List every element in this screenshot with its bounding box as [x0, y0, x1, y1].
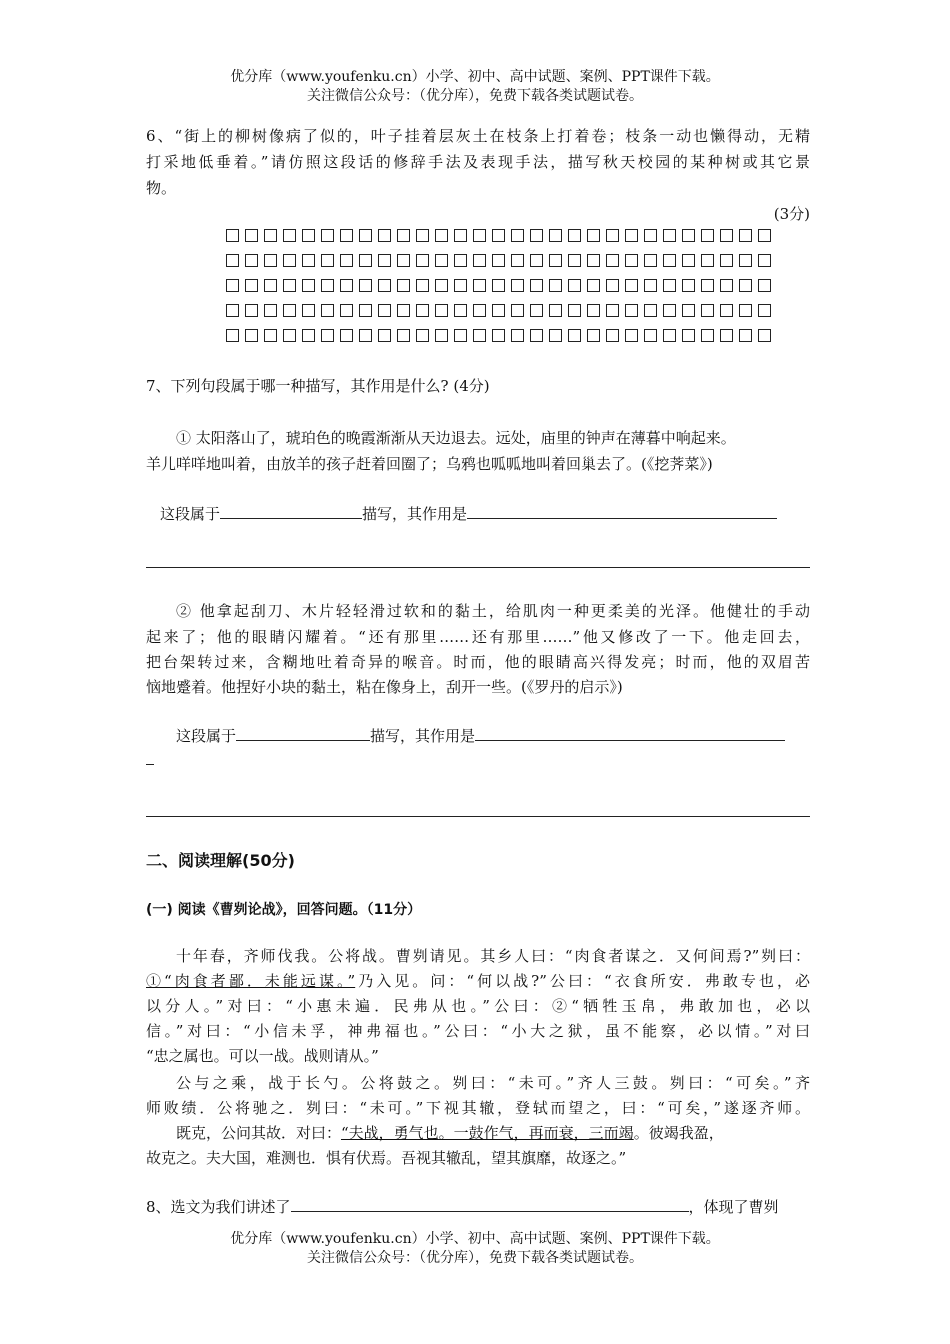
fill2-label-b: 描写，其作用是 [370, 727, 476, 745]
grid-cell[interactable] [701, 329, 714, 342]
grid-cell[interactable] [454, 304, 467, 317]
q8-story-blank[interactable] [291, 1195, 689, 1212]
grid-cell[interactable] [359, 229, 372, 242]
grid-cell[interactable] [587, 279, 600, 292]
passage-line-8-b: 。彼竭我盈， [633, 1124, 724, 1142]
page-header-line-2: 关注微信公众号：（优分库），免费下载各类试题试卷。 [307, 88, 643, 104]
grid-cell[interactable] [701, 304, 714, 317]
passage-line-4: 信。”对曰：“小信未孚，神弗福也。”公曰：“小大之狱，虽不能察，必以情。”对曰 [146, 1022, 810, 1040]
q6-score: (3分) [773, 205, 810, 223]
grid-cell[interactable] [340, 279, 353, 292]
grid-cell[interactable] [359, 329, 372, 342]
grid-cell[interactable] [739, 304, 752, 317]
grid-cell[interactable] [568, 254, 581, 267]
q7-prompt: 7、下列句段属于哪一种描写，其作用是什么? (4分) [146, 377, 490, 395]
q7-passage1-line-1: ① 太阳落山了，琥珀色的晚霞渐渐从天边退去。远处，庙里的钟声在薄暮中响起来。 [176, 429, 736, 447]
answer-line-2[interactable] [146, 816, 810, 817]
grid-cell[interactable] [682, 329, 695, 342]
fill2-type-blank[interactable] [236, 724, 370, 741]
grid-cell[interactable] [663, 254, 676, 267]
grid-cell[interactable] [378, 254, 391, 267]
grid-cell[interactable] [644, 254, 657, 267]
q7-passage2-line-2: 起来了；他的眼睛闪耀着。“还有那里……还有那里……”他又修改了一下。他走回去， [146, 628, 810, 646]
grid-cell[interactable] [492, 229, 505, 242]
grid-cell[interactable] [511, 279, 524, 292]
grid-cell[interactable] [739, 329, 752, 342]
q7-fill-1 [160, 502, 820, 526]
q7-passage1-line-2: 羊儿咩咩地叫着，由放羊的孩子赶着回圈了；乌鸦也呱呱地叫着回巢去了。(《挖荠菜》) [146, 455, 713, 473]
grid-cell[interactable] [416, 304, 429, 317]
grid-cell[interactable] [359, 254, 372, 267]
grid-cell[interactable] [701, 229, 714, 242]
grid-cell[interactable] [568, 279, 581, 292]
grid-cell[interactable] [454, 254, 467, 267]
grid-cell[interactable] [321, 329, 334, 342]
q6-line-2: 打采地低垂着。”请仿照这段话的修辞手法及表现手法，描写秋天校园的某种树或其它景 [146, 153, 810, 171]
passage-line-2-rest: 乃入见。问：“何以战?”公曰：“衣食所安．弗敢专也，必 [355, 972, 810, 990]
grid-cell[interactable] [682, 279, 695, 292]
grid-cell[interactable] [264, 304, 277, 317]
grid-cell[interactable] [720, 304, 733, 317]
grid-cell[interactable] [302, 279, 315, 292]
q6-line-1: 6、“街上的柳树像病了似的，叶子挂着层灰土在枝条上打着卷；枝条一动也懒得动，无精 [146, 127, 810, 145]
grid-cell[interactable] [245, 304, 258, 317]
grid-cell[interactable] [340, 329, 353, 342]
grid-cell[interactable] [587, 254, 600, 267]
fill1-label-b: 描写，其作用是 [362, 505, 468, 523]
q7-passage2-line-3: 把台架转过来，含糊地吐着奇异的喉音。时而，他的眼睛高兴得发亮；时而，他的双眉苦 [146, 653, 810, 671]
grid-cell[interactable] [739, 229, 752, 242]
grid-cell[interactable] [568, 304, 581, 317]
grid-cell[interactable] [625, 329, 638, 342]
grid-cell[interactable] [530, 279, 543, 292]
grid-cell[interactable] [302, 304, 315, 317]
grid-cell[interactable] [397, 254, 410, 267]
q6-line-3: 物。 [146, 179, 177, 197]
grid-cell[interactable] [321, 254, 334, 267]
grid-cell[interactable] [682, 229, 695, 242]
grid-cell[interactable] [378, 329, 391, 342]
grid-cell[interactable] [644, 229, 657, 242]
q8 [146, 1195, 810, 1219]
grid-cell[interactable] [226, 229, 239, 242]
grid-cell[interactable] [226, 304, 239, 317]
grid-cell[interactable] [568, 329, 581, 342]
grid-cell[interactable] [264, 229, 277, 242]
grid-cell[interactable] [302, 329, 315, 342]
grid-cell[interactable] [416, 254, 429, 267]
grid-cell[interactable] [435, 279, 448, 292]
grid-cell[interactable] [473, 254, 486, 267]
grid-cell[interactable] [549, 229, 562, 242]
grid-cell[interactable] [511, 304, 524, 317]
grid-cell[interactable] [530, 254, 543, 267]
q8-label-a: 8、选文为我们讲述了 [146, 1198, 291, 1216]
grid-cell[interactable] [435, 254, 448, 267]
grid-cell[interactable] [264, 254, 277, 267]
grid-row [226, 329, 775, 342]
q7-passage2-line-1: ② 他拿起刮刀、木片轻轻滑过软和的黏土，给肌肉一种更柔美的光泽。他健壮的手动 [176, 602, 810, 620]
grid-cell[interactable] [454, 229, 467, 242]
grid-cell[interactable] [625, 279, 638, 292]
grid-cell[interactable] [283, 279, 296, 292]
grid-cell[interactable] [530, 329, 543, 342]
grid-cell[interactable] [492, 304, 505, 317]
grid-cell[interactable] [397, 229, 410, 242]
stray-underline-mark [146, 764, 154, 765]
grid-cell[interactable] [511, 254, 524, 267]
grid-cell[interactable] [378, 229, 391, 242]
page-header-line-1: 优分库（www.youfenku.cn）小学、初中、高中试题、案例、PPT课件下载。 [230, 69, 720, 85]
passage-line-8-a: 既克，公问其故．对曰： [176, 1124, 342, 1142]
passage-line-3: 以分人。”对曰：“小惠未遍．民弗从也。”公曰：②“牺牲玉帛，弗敢加也，必以 [146, 997, 810, 1015]
q7-passage2-line-4: 恼地蹙着。他捏好小块的黏土，粘在像身上，刮开一些。(《罗丹的启示》) [146, 678, 623, 696]
grid-cell[interactable] [283, 229, 296, 242]
fill1-label-a: 这段属于 [160, 505, 221, 523]
grid-cell[interactable] [245, 229, 258, 242]
grid-cell[interactable] [549, 279, 562, 292]
passage-line-6: 公与之乘，战于长勺。公将鼓之。刿曰：“未可。”齐人三鼓。刿曰：“可矣。”齐 [176, 1074, 810, 1092]
grid-cell[interactable] [606, 329, 619, 342]
grid-cell[interactable] [226, 279, 239, 292]
grid-cell[interactable] [758, 229, 771, 242]
grid-cell[interactable] [587, 304, 600, 317]
answer-line-1[interactable] [146, 567, 810, 568]
grid-cell[interactable] [758, 329, 771, 342]
grid-cell[interactable] [549, 329, 562, 342]
grid-cell[interactable] [397, 279, 410, 292]
fill2-effect-blank[interactable] [475, 724, 785, 741]
passage-line-8 [176, 1121, 810, 1145]
page-footer-line-2: 关注微信公众号：（优分库），免费下载各类试题试卷。 [307, 1250, 643, 1266]
grid-row [226, 229, 775, 242]
grid-cell[interactable] [758, 279, 771, 292]
section-2-subtitle: (一) 阅读《曹刿论战》，回答问题。（11分） [146, 902, 422, 918]
grid-cell[interactable] [682, 254, 695, 267]
grid-cell[interactable] [625, 304, 638, 317]
grid-cell[interactable] [492, 329, 505, 342]
grid-cell[interactable] [283, 304, 296, 317]
grid-cell[interactable] [663, 329, 676, 342]
grid-cell[interactable] [416, 329, 429, 342]
grid-cell[interactable] [435, 329, 448, 342]
grid-cell[interactable] [359, 304, 372, 317]
grid-cell[interactable] [606, 304, 619, 317]
grid-cell[interactable] [435, 304, 448, 317]
grid-cell[interactable] [549, 254, 562, 267]
fill2-label-a: 这段属于 [176, 727, 237, 745]
grid-cell[interactable] [473, 329, 486, 342]
grid-cell[interactable] [378, 304, 391, 317]
grid-cell[interactable] [245, 279, 258, 292]
grid-cell[interactable] [720, 254, 733, 267]
grid-cell[interactable] [530, 304, 543, 317]
grid-cell[interactable] [264, 279, 277, 292]
grid-cell[interactable] [606, 229, 619, 242]
underlined-quote-2: “夫战，勇气也。一鼓作气，再而衰，三而竭 [341, 1124, 634, 1142]
grid-cell[interactable] [416, 229, 429, 242]
grid-cell[interactable] [226, 254, 239, 267]
grid-cell[interactable] [644, 304, 657, 317]
grid-cell[interactable] [473, 229, 486, 242]
grid-cell[interactable] [492, 279, 505, 292]
grid-cell[interactable] [511, 329, 524, 342]
grid-cell[interactable] [245, 254, 258, 267]
grid-cell[interactable] [340, 229, 353, 242]
grid-cell[interactable] [682, 304, 695, 317]
grid-cell[interactable] [739, 254, 752, 267]
underlined-quote-1: ①“肉食者鄙．未能远谋。” [146, 972, 356, 990]
grid-cell[interactable] [321, 229, 334, 242]
grid-cell[interactable] [663, 304, 676, 317]
grid-cell[interactable] [454, 329, 467, 342]
grid-cell[interactable] [511, 229, 524, 242]
grid-cell[interactable] [663, 279, 676, 292]
grid-cell[interactable] [701, 254, 714, 267]
grid-cell[interactable] [302, 229, 315, 242]
grid-cell[interactable] [378, 279, 391, 292]
grid-cell[interactable] [606, 254, 619, 267]
grid-cell[interactable] [549, 304, 562, 317]
grid-cell[interactable] [530, 229, 543, 242]
passage-line-5: “忠之属也。可以一战。战则请从。” [146, 1047, 379, 1065]
grid-cell[interactable] [720, 329, 733, 342]
grid-row [226, 279, 775, 292]
grid-cell[interactable] [758, 254, 771, 267]
grid-cell[interactable] [644, 329, 657, 342]
fill1-effect-blank[interactable] [467, 502, 777, 519]
grid-cell[interactable] [625, 254, 638, 267]
grid-cell[interactable] [625, 229, 638, 242]
grid-cell[interactable] [416, 279, 429, 292]
section-2-title: 二、阅读理解(50分) [146, 851, 295, 870]
grid-row [226, 254, 775, 267]
q8-label-b: ，体现了曹刿 [688, 1198, 779, 1216]
passage-line-9: 故克之。夫大国，难测也．惧有伏焉。吾视其辙乱，望其旗靡，故逐之。” [146, 1149, 627, 1167]
grid-cell[interactable] [720, 229, 733, 242]
grid-cell[interactable] [492, 254, 505, 267]
grid-cell[interactable] [644, 279, 657, 292]
passage-line-1: 十年春，齐师伐我。公将战。曹刿请见。其乡人曰：“肉食者谋之．又何间焉?”刿曰： [176, 947, 810, 965]
grid-cell[interactable] [245, 329, 258, 342]
grid-cell[interactable] [606, 279, 619, 292]
grid-cell[interactable] [359, 279, 372, 292]
grid-cell[interactable] [435, 229, 448, 242]
grid-cell[interactable] [473, 279, 486, 292]
grid-row [226, 304, 775, 317]
grid-cell[interactable] [226, 329, 239, 342]
grid-cell[interactable] [283, 329, 296, 342]
grid-cell[interactable] [397, 329, 410, 342]
grid-cell[interactable] [321, 279, 334, 292]
grid-cell[interactable] [701, 279, 714, 292]
grid-cell[interactable] [302, 254, 315, 267]
grid-cell[interactable] [473, 304, 486, 317]
grid-cell[interactable] [340, 254, 353, 267]
grid-cell[interactable] [739, 279, 752, 292]
grid-cell[interactable] [663, 229, 676, 242]
q7-fill-2 [176, 724, 816, 748]
grid-cell[interactable] [568, 229, 581, 242]
grid-cell[interactable] [264, 329, 277, 342]
fill1-type-blank[interactable] [220, 502, 362, 519]
grid-cell[interactable] [283, 254, 296, 267]
grid-cell[interactable] [587, 329, 600, 342]
passage-line-7: 师败绩．公将驰之．刿曰：“未可。”下视其辙，登轼而望之，曰：“可矣，”遂逐齐师。 [146, 1099, 810, 1117]
grid-cell[interactable] [758, 304, 771, 317]
grid-cell[interactable] [321, 304, 334, 317]
grid-cell[interactable] [720, 279, 733, 292]
grid-cell[interactable] [340, 304, 353, 317]
grid-cell[interactable] [454, 279, 467, 292]
grid-cell[interactable] [587, 229, 600, 242]
grid-cell[interactable] [397, 304, 410, 317]
page-footer-line-1: 优分库（www.youfenku.cn）小学、初中、高中试题、案例、PPT课件下载。 [230, 1231, 720, 1247]
passage-line-2 [146, 969, 810, 993]
